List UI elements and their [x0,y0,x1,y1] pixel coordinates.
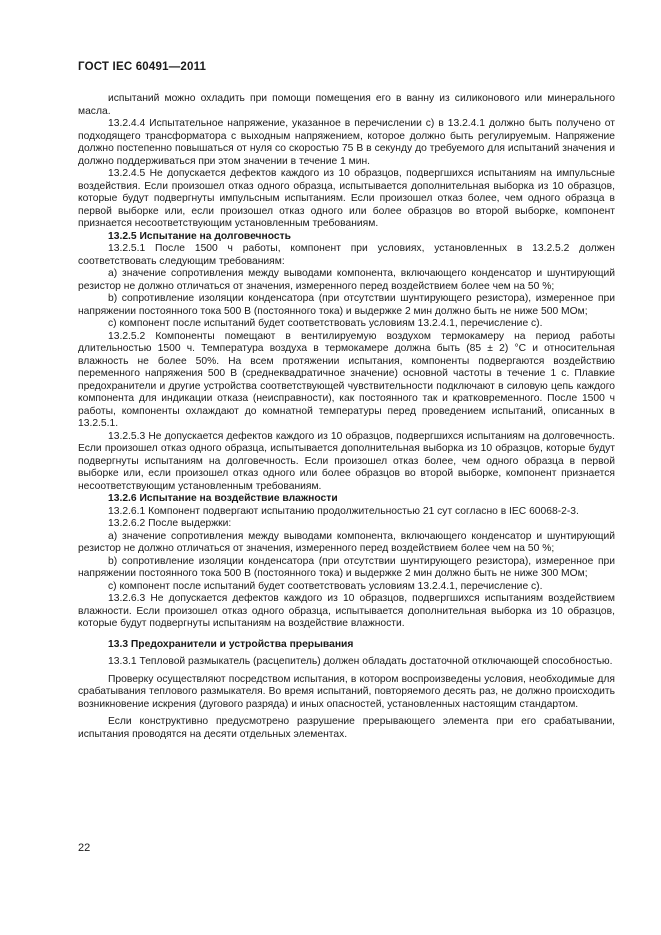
paragraph: 13.2.6.3 Не допускается дефектов каждого из 10 образцов, подвергшихся испытаниям воздействием влажности. Если произошел отказ одного образца, испытывается дополнительная выборка из 10 образцов, которые будут подвергнуты испытаниям на воздействие влажности. [78,593,615,629]
section-heading: 13.2.5 Испытание на долговечность [108,230,292,242]
list-item: а) значение сопротивления между выводами компонента, включающего конденсатор и шунтирующий резистор не должно отличаться от значения, измеренного перед воздействием более чем на 50 %; [78,530,615,554]
document-code: ГОСТ IEC 60491—2011 [78,61,207,73]
section-heading: 13.2.6 Испытание на воздействие влажности [108,493,338,504]
paragraph: 13.2.4.5 Не допускается дефектов каждого из 10 образцов, подвергшихся испытаниям на импульсные воздействия. Если произошел отказ одного образца, испытывается дополнительная выборка из 10 образцов, которые будут подвергнуты импульсным испытаниям. Если произошел отказ более, чем одного образца в первой выборке или, если произошел отказ одного или более образцов во второй выборке, компонент признается несоответствующим установленным требованиям. [78,168,615,229]
paragraph: испытаний можно охладить при помощи помещения его в ванну из силиконового или минерального масла. [78,93,615,117]
document-body [78,93,615,741]
paragraph: 13.2.6.1 Компонент подвергают испытанию продолжительностью 21 сут согласно в IEC 60068-2-3. [108,505,579,517]
paragraph: Если конструктивно предусмотрено разрушение прерывающего элемента при его срабатывании, испытания проводятся на десяти отдельных элементах. [78,716,615,740]
paragraph: 13.2.6.2 После выдержки: [108,518,232,529]
page-number: 22 [78,842,91,854]
list-item: с) компонент после испытаний будет соответствовать условиям 13.2.4.1, перечисление с). [108,318,543,329]
paragraph: Проверку осуществляют посредством испытания, в котором воспроизведены условия, необходимые для срабатывания теплового размыкателя. Во время испытаний, повторяемого десять раз, не должно происходить возникновение искрения (дугового разряда) и иных опасностей, установленных настоящим стандартом. [78,673,615,710]
paragraph: 13.2.5.3 Не допускается дефектов каждого из 10 образцов, подвергшихся испытаниям на долговечность. Если произошел отказ одного образца, испытывается дополнительная выборка из 10 образцов, которые будут подвергнуты испытаниям на долговечность. Если произошел отказ более, чем одного образца в первой выборке или, если произошел отказ одного или более образцов во второй выборке, компонент признается несоответствующим установленным требованиям. [78,430,615,492]
section-heading: 13.3 Предохранители и устройства прерывания [108,638,354,650]
paragraph: 13.2.5.1 После 1500 ч работы, компонент при условиях, установленных в 13.2.5.2 должен соответствовать следующим требованиям: [78,243,615,267]
paragraph: 13.2.5.2 Компоненты помещают в вентилируемую воздухом термокамеру на период работы длительностью 1500 ч. Температура воздуха в термокамере должна быть (85 ± 2) °С и относительная влажность не более 50%. На всем протяжении испытания, компоненты подвергаются воздействию переменного напряжения 500 В (среднеквадратичное значение) основной частоты в течение 1 с. Плавкие предохранители и другие устройства соответствующей чувствительности подключают в силовую цепь каждого компонента для индикации отказа (неисправности), как постоянного так и кратковременного. После 1500 ч работы, компоненты охлаждают до комнатной температуры перед проведением испытаний, описанных в 13.2.5.1. [78,330,615,429]
paragraph: 13.2.4.4 Испытательное напряжение, указанное в перечислении с) в 13.2.4.1 должно быть получено от подходящего трансформатора с выходным напряжением, которое должно быть регулируемым. Напряжение должно постепенно повышаться от нуля со скоростью 75 В в секунду до требуемого для испытаний значения и должно поддерживаться при этом значении в течение 1 мин. [78,118,615,167]
list-item: с) компонент после испытаний будет соответствовать условиям 13.2.4.1, перечисление с). [108,580,543,592]
list-item: b) сопротивление изоляции конденсатора (при отсутствии шунтирующего резистора), измеренное при напряжении постоянного тока 500 В (постоянного тока) и выдержке 2 мин должно быть не ниже 300 МОм; [78,555,615,579]
list-item: b) сопротивление изоляции конденсатора (при отсутствии шунтирующего резистора), измеренное при напряжении постоянного тока 500 В (постоянного тока) и выдержке 2 мин должно быть не ниже 500 МОм; [78,293,615,317]
paragraph: 13.3.1 Тепловой размыкатель (расцепитель) должен обладать достаточной отключающей способностью. [108,656,613,667]
list-item: а) значение сопротивления между выводами компонента, включающего конденсатор и шунтирующий резистор не должно отличаться от значения, измеренного перед воздействием более чем на 50 %; [78,268,615,292]
